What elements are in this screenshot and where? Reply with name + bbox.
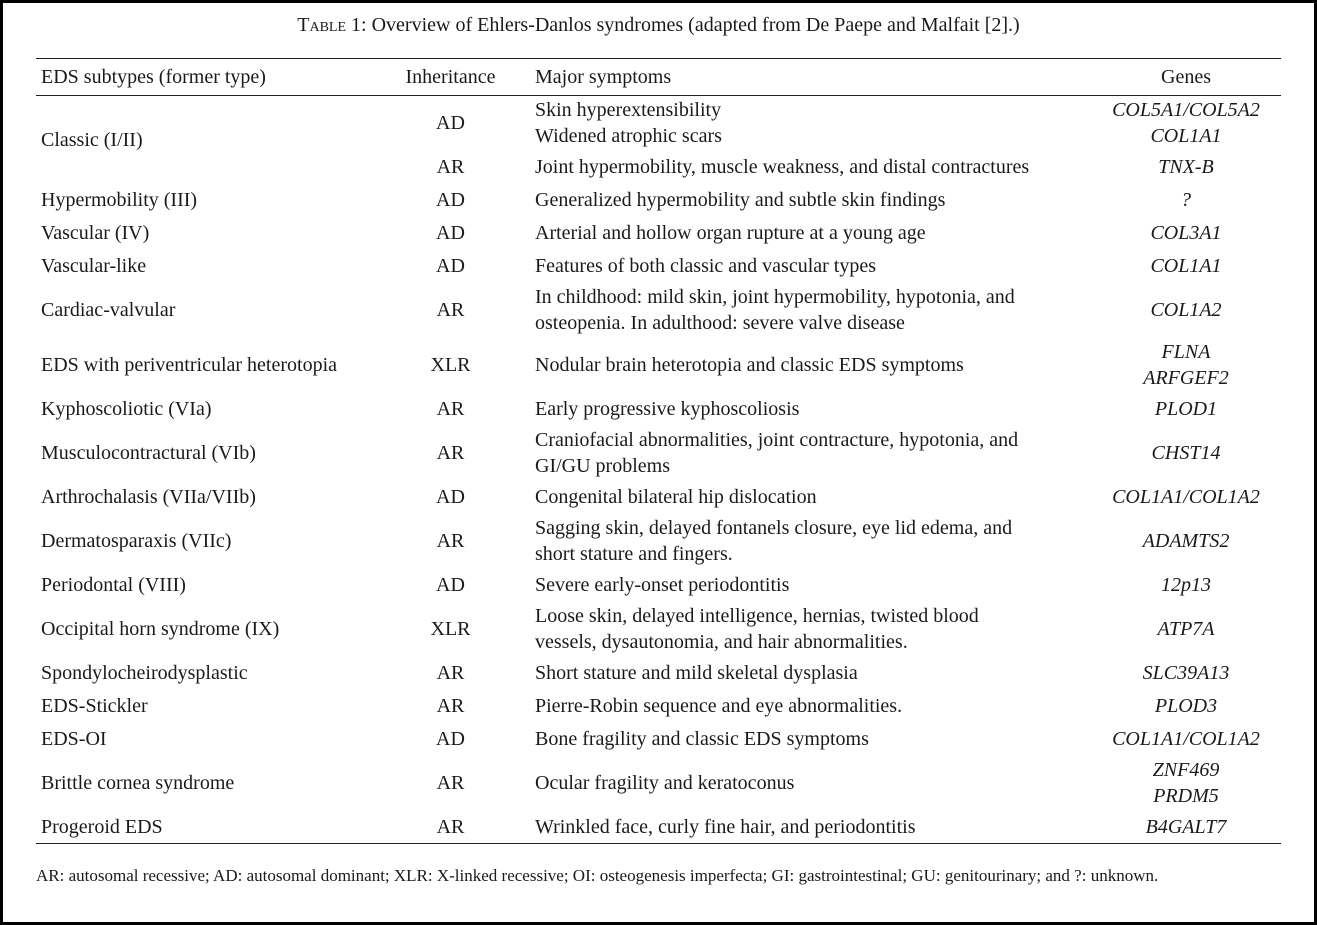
table-row [36,96,1281,151]
inheritance-cell: AD [436,728,465,750]
table-row [36,250,1281,283]
gene-name: FLNA [1161,341,1211,363]
symptom-line: In childhood: mild skin, joint hypermobility, hypotonia, and [535,286,1015,308]
symptoms-cell [514,811,1091,844]
genes-cell [1091,426,1281,481]
symptoms-cell [514,569,1091,602]
genes-cell [1091,569,1281,602]
subtype-cell: EDS-OI [41,728,107,750]
table-row [36,217,1281,250]
symptoms-cell [514,151,1091,184]
gene-name: PLOD3 [1154,695,1218,717]
symptoms-cell [514,250,1091,283]
genes-cell [1091,514,1281,569]
genes-cell [1091,811,1281,844]
table-row [36,393,1281,426]
subtype-cell: Spondylocheirodysplastic [41,662,248,684]
inheritance-cell: AR [436,662,465,684]
table-row [36,184,1281,217]
symptom-line: Early progressive kyphoscoliosis [535,398,800,420]
symptoms-cell [514,481,1091,514]
inheritance-cell: AR [436,299,465,321]
symptoms-cell [514,184,1091,217]
gene-name: COL1A1 [1150,255,1222,277]
symptom-line: Wrinkled face, curly fine hair, and periodontitis [535,815,916,838]
inheritance-cell: AD [436,574,465,596]
genes-cell [1091,217,1281,250]
table-row [36,756,1281,811]
gene-name: 12p13 [1161,574,1211,596]
inheritance-cell: AR [436,530,465,552]
eds-table [36,58,1281,844]
symptom-line: Features of both classic and vascular types [535,255,877,277]
table-title: Overview of Ehlers-Danlos syndromes (adapted from De Paepe and Malfait [2].) [366,14,1020,36]
symptom-line: Nodular brain heterotopia and classic EDS symptoms [535,354,964,376]
subtype-cell: EDS-Stickler [41,695,148,717]
gene-name: PLOD1 [1154,398,1218,420]
genes-cell [1091,184,1281,217]
table-row [36,569,1281,602]
header-genes: Genes [1091,59,1281,96]
symptom-line: vessels, dysautonomia, and hair abnormalities. [535,631,908,653]
subtype-cell: Cardiac-valvular [41,299,176,321]
table-label: Table 1: [297,14,367,36]
inheritance-cell: AR [436,156,465,178]
inheritance-cell: AD [436,486,465,508]
gene-name: B4GALT7 [1145,815,1227,838]
subtype-cell: Vascular-like [41,255,147,277]
symptoms-cell [514,602,1091,657]
gene-name: ? [1181,189,1191,211]
gene-name: ATP7A [1157,618,1215,640]
symptom-line: Congenital bilateral hip dislocation [535,486,817,508]
subtype-cell: Brittle cornea syndrome [41,772,235,794]
genes-cell [1091,657,1281,690]
table-row [36,426,1281,481]
symptom-line: GI/GU problems [535,455,670,477]
inheritance-cell: AD [436,255,465,277]
table-row [36,602,1281,657]
table-row [36,811,1281,844]
subtype-cell: Dermatosparaxis (VIIc) [41,530,232,552]
header-inheritance: Inheritance [387,59,514,96]
gene-name: PRDM5 [1153,785,1219,807]
genes-cell [1091,338,1281,393]
symptoms-cell [514,756,1091,811]
genes-cell [1091,250,1281,283]
symptom-line: Loose skin, delayed intelligence, hernias, twisted blood [535,605,979,627]
gene-name: COL1A1/COL1A2 [1112,486,1260,508]
inheritance-cell: AD [436,222,465,244]
symptoms-cell [514,217,1091,250]
symptom-line: Skin hyperextensibility [535,99,722,122]
subtype-cell: Periodontal (VIII) [41,574,186,596]
subtype-cell: Kyphoscoliotic (VIa) [41,398,212,420]
gene-name: COL1A2 [1150,299,1222,321]
subtype-cell: Classic (I/II) [41,128,143,151]
header-subtype: EDS subtypes (former type) [36,59,387,96]
symptom-line: short stature and fingers. [535,543,733,565]
table-row [36,481,1281,514]
symptoms-cell [514,393,1091,426]
genes-cell [1091,756,1281,811]
inheritance-cell: AR [436,442,465,464]
inheritance-cell: AR [436,695,465,717]
genes-cell [1091,283,1281,338]
symptoms-cell [514,426,1091,481]
table-row [36,514,1281,569]
table-row [36,723,1281,756]
subtype-cell: Musculocontractural (VIb) [41,442,256,464]
inheritance-cell: AR [436,772,465,794]
symptom-line: Generalized hypermobility and subtle skin findings [535,189,946,211]
symptom-line: Ocular fragility and keratoconus [535,772,795,794]
genes-cell [1091,690,1281,723]
symptom-line: Severe early-onset periodontitis [535,574,790,596]
gene-name: ZNF469 [1152,759,1220,781]
genes-cell [1091,393,1281,426]
gene-name: ARFGEF2 [1143,367,1229,389]
gene-name: CHST14 [1151,442,1221,464]
genes-cell [1091,602,1281,657]
subtype-cell: Vascular (IV) [41,222,150,244]
gene-name: COL1A1/COL1A2 [1112,728,1260,750]
table-row [36,690,1281,723]
genes-cell [1091,481,1281,514]
subtype-cell: Progeroid EDS [36,811,387,844]
gene-name: COL3A1 [1150,222,1222,244]
symptom-line: Widened atrophic scars [535,125,722,148]
inheritance-cell: AR [436,398,465,420]
symptom-line: Sagging skin, delayed fontanels closure, eye lid edema, and [535,517,1013,539]
gene-name: SLC39A13 [1142,662,1230,684]
header-row [36,59,1281,96]
symptoms-cell [514,96,1091,151]
inheritance-cell: XLR [430,354,471,376]
gene-name: COL5A1/COL5A2 [1112,99,1260,122]
table-footnote: AR: autosomal recessive; AD: autosomal dominant; XLR: X-linked recessive; OI: osteogenesis imperfecta; GI: gastrointestinal; GU: genitourinary; and ?: unknown. [36,866,1159,885]
inheritance-cell: AR [387,811,514,844]
gene-name: TNX-B [1158,156,1214,178]
subtype-cell: Occipital horn syndrome (IX) [41,618,280,640]
symptom-line: Bone fragility and classic EDS symptoms [535,728,869,750]
inheritance-cell: AD [436,189,465,211]
table-row [36,283,1281,338]
inheritance-cell: XLR [430,618,471,640]
symptom-line: osteopenia. In adulthood: severe valve disease [535,312,905,334]
table-caption [0,14,1317,37]
table-row [36,338,1281,393]
subtype-cell: Arthrochalasis (VIIa/VIIb) [41,486,256,508]
subtype-cell: Hypermobility (III) [41,189,198,211]
genes-cell [1091,96,1281,151]
symptoms-cell [514,690,1091,723]
header-symptoms: Major symptoms [514,59,1091,96]
symptoms-cell [514,283,1091,338]
symptoms-cell [514,723,1091,756]
symptom-line: Craniofacial abnormalities, joint contracture, hypotonia, and [535,429,1019,451]
gene-name: COL1A1 [1150,125,1222,148]
table-body [36,96,1281,844]
symptom-line: Short stature and mild skeletal dysplasia [535,662,858,684]
genes-cell [1091,151,1281,184]
symptoms-cell [514,657,1091,690]
symptoms-cell [514,338,1091,393]
genes-cell [1091,723,1281,756]
symptoms-cell [514,514,1091,569]
symptom-line: Pierre-Robin sequence and eye abnormalities. [535,695,903,717]
subtype-cell: EDS with periventricular heterotopia [41,354,338,376]
gene-name: ADAMTS2 [1142,530,1230,552]
symptom-line: Joint hypermobility, muscle weakness, and distal contractures [535,156,1030,178]
inheritance-cell: AD [436,112,465,135]
symptom-line: Arterial and hollow organ rupture at a young age [535,222,926,244]
table-row [36,657,1281,690]
